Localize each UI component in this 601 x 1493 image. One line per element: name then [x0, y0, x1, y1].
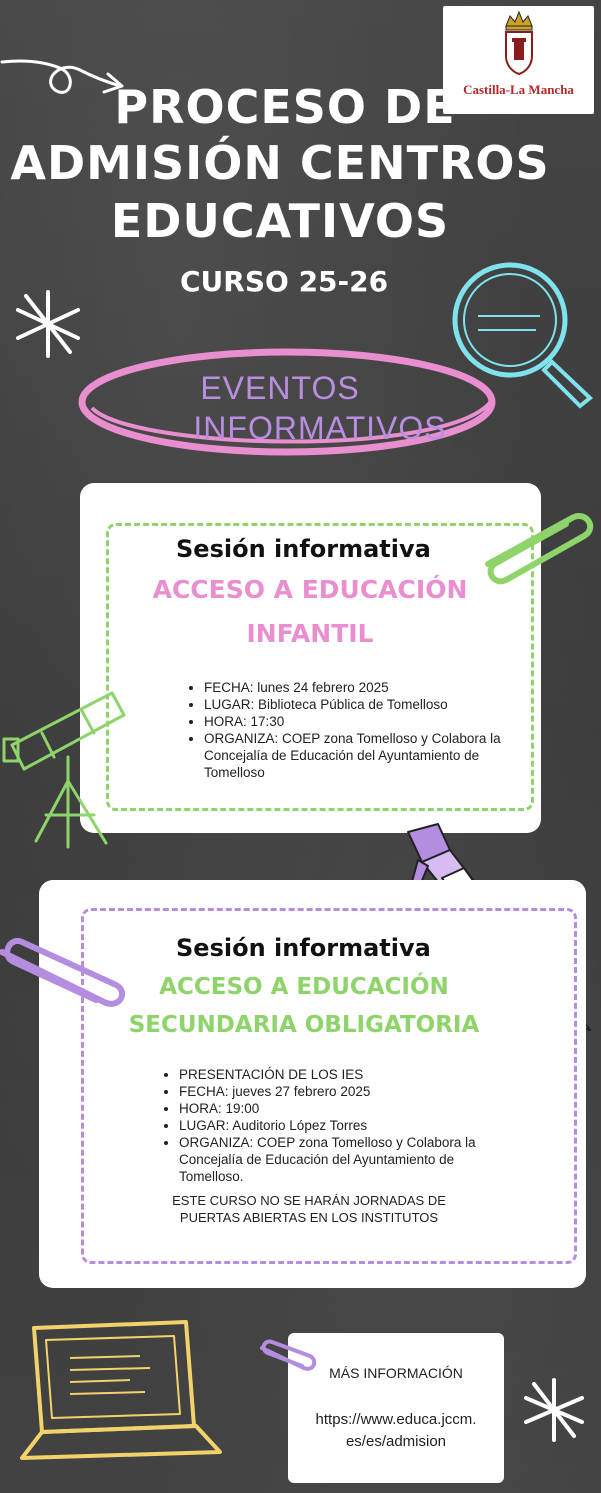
more-info-title: MÁS INFORMACIÓN: [329, 1365, 463, 1381]
eventos-heading-line-2: INFORMATIVOS: [193, 410, 447, 446]
session-details-list: [165, 1066, 489, 1185]
list-item: • PRESENTACIÓN DE LOS IES: [179, 1066, 489, 1083]
url-line-2[interactable]: es/es/admision: [345, 1433, 447, 1450]
list-item: • FECHA: lunes 24 febrero 2025: [204, 679, 524, 696]
list-item: • LUGAR: Biblioteca Pública de Tomelloso: [204, 696, 524, 713]
admission-url-link[interactable]: [288, 1409, 504, 1453]
acceso-title-line-2: SECUNDARIA OBLIGATORIA: [128, 1012, 480, 1038]
subtitle: CURSO 25-26: [180, 265, 389, 298]
list-item: • ORGANIZA: COEP zona Tomelloso y Colabora la Concejalía de Educación del Ayuntamiento de Tomelloso: [204, 730, 524, 781]
session-heading: Sesión informativa: [176, 535, 431, 563]
telescope-icon: [2, 685, 130, 855]
paperclip-icon: [478, 500, 598, 580]
laptop-icon: [20, 1318, 220, 1468]
list-item: • LUGAR: Auditorio López Torres: [179, 1117, 489, 1134]
session-details-list: [190, 679, 524, 781]
acceso-title-line-1: ACCESO A EDUCACIÓN: [159, 974, 449, 1000]
title-line-2: ADMISIÓN CENTROS: [10, 136, 550, 190]
paperclip-icon: [258, 1340, 318, 1376]
title-line-3: EDUCATIVOS: [110, 194, 450, 248]
crown-shield-icon: [500, 10, 538, 76]
list-item: • FECHA: jueves 27 febrero 2025: [179, 1083, 489, 1100]
list-item: • ORGANIZA: COEP zona Tomelloso y Colabora la Concejalía de Educación del Ayuntamiento de Tomelloso.: [179, 1134, 489, 1185]
asterisk-icon: [522, 1378, 586, 1442]
notice-text: ESTE CURSO NO SE HARÁN JORNADAS DE PUERTAS ABIERTAS EN LOS INSTITUTOS: [172, 1193, 446, 1225]
acceso-title-line-2: INFANTIL: [246, 619, 374, 648]
infantil-session-card: [80, 483, 541, 833]
more-info-box: [288, 1333, 504, 1483]
list-item: • HORA: 19:00: [179, 1100, 489, 1117]
session-heading: Sesión informativa: [176, 934, 431, 962]
eventos-heading-line-1: EVENTOS: [200, 370, 360, 406]
logo-text: Castilla-La Mancha: [463, 82, 574, 97]
paperclip-icon: [0, 940, 130, 1020]
list-item: • HORA: 17:30: [204, 713, 524, 730]
url-line-1[interactable]: https://www.educa.jccm.: [315, 1411, 477, 1428]
acceso-title-line-1: ACCESO A EDUCACIÓN: [152, 575, 468, 604]
title-line-1: PROCESO DE: [114, 80, 456, 134]
